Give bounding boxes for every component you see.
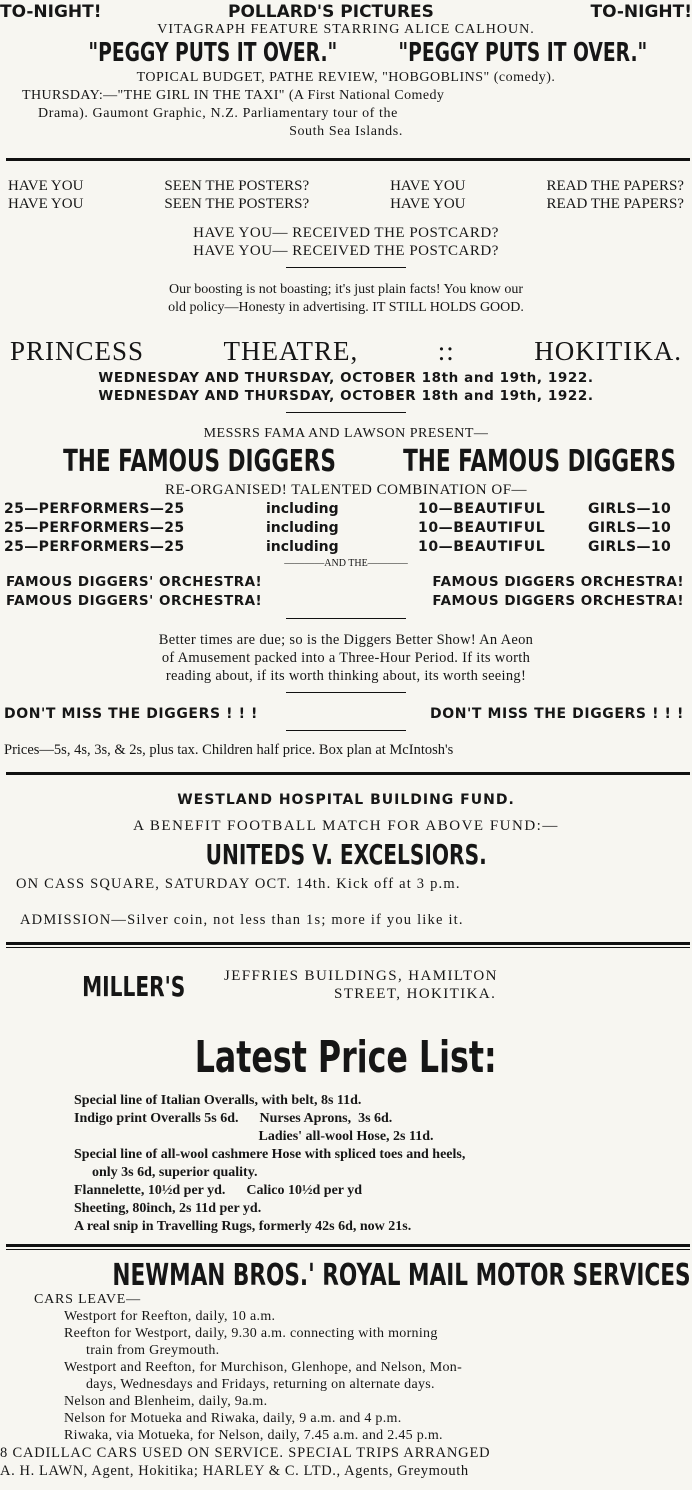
perf-row-2-c: 10—BEAUTIFUL	[418, 520, 546, 536]
posters-b-1: HAVE YOU	[8, 196, 84, 212]
diggers-heading-right: THE FAMOUS DIGGERS	[403, 444, 676, 479]
westland-hospital-ad	[0, 776, 692, 941]
miss-right: DON'T MISS THE DIGGERS ! ! !	[429, 706, 684, 722]
footer-line-2: A. H. LAWN, Agent, Hokitika; HARLEY & C. LTD., Agents, Greymouth	[0, 1463, 469, 1479]
perf-row-3-a: 25—PERFORMERS—25	[4, 539, 185, 555]
route-4: Westport and Reefton, for Murchison, Glenhope, and Nelson, Mon-	[64, 1360, 463, 1375]
route-1: Westport for Reefton, daily, 10 a.m.	[64, 1309, 276, 1324]
price-item-7: Sheeting, 80inch, 2s 11d per yd.	[74, 1201, 262, 1216]
dates-line-1: WEDNESDAY AND THURSDAY, OCTOBER 18th and 19th, 1922.	[98, 370, 594, 386]
perf-row-1-a: 25—PERFORMERS—25	[4, 501, 185, 517]
orch-1-left: FAMOUS DIGGERS' ORCHESTRA!	[6, 574, 263, 590]
perf-row-2-d: GIRLS—10	[588, 520, 672, 536]
price-item-6: Flannelette, 10½d per yd. Calico 10½d per yd	[74, 1183, 363, 1198]
reorganised-line: RE-ORGANISED! TALENTED COMBINATION OF—	[164, 482, 528, 498]
route-8: Riwaka, via Motueka, for Nelson, daily, 7.45 a.m. and 2.45 p.m.	[64, 1428, 443, 1443]
pollards-title: POLLARD'S PICTURES	[228, 2, 434, 22]
short-rule	[286, 412, 406, 413]
perf-row-3-c: 10—BEAUTIFUL	[418, 539, 546, 555]
section-divider-thin	[6, 947, 690, 948]
thursday-line-2: Drama). Gaumont Graphic, N.Z. Parliamentary tour of the	[38, 106, 398, 121]
orch-2-right: FAMOUS DIGGERS ORCHESTRA!	[432, 593, 684, 609]
price-item-3: Ladies' all-wool Hose, 2s 11d.	[258, 1129, 434, 1144]
price-item-5: only 3s 6d, superior quality.	[92, 1165, 258, 1180]
newman-bros-ad	[0, 1252, 692, 1490]
perf-row-1-c: 10—BEAUTIFUL	[418, 501, 546, 517]
thursday-line-1: THURSDAY:—"THE GIRL IN THE TAXI" (A First National Comedy	[22, 88, 445, 103]
millers-ad	[0, 950, 692, 1244]
section-divider	[6, 772, 690, 775]
perf-row-3-b: including	[266, 539, 339, 555]
footer-line-1: 8 CADILLAC CARS USED ON SERVICE. SPECIAL TRIPS ARRANGED	[0, 1445, 491, 1461]
cars-leave: CARS LEAVE—	[34, 1292, 141, 1307]
millers-name: MILLER'S	[82, 970, 186, 1003]
pollards-ad	[0, 0, 692, 160]
section-divider	[6, 1244, 690, 1247]
better-line-2: of Amusement packed into a Three-Hour Period. If its worth	[161, 650, 531, 666]
and-the-line: ————AND THE————	[284, 558, 408, 569]
route-3: train from Greymouth.	[86, 1343, 220, 1358]
boost-line-1: Our boosting is not boasting; it's just plain facts! You know our	[168, 282, 524, 297]
admission-line: ADMISSION—Silver coin, not less than 1s; more if you like it.	[20, 912, 464, 928]
short-rule	[286, 692, 406, 693]
tonight-left: TO-NIGHT!	[0, 2, 102, 22]
better-line-1: Better times are due; so is the Diggers Better Show! An Aeon	[158, 632, 534, 648]
posters-a-4: READ THE PAPERS?	[546, 178, 684, 194]
section-divider-thin	[6, 1249, 690, 1250]
price-list-heading: Latest Price List:	[195, 1032, 497, 1083]
millers-address-2: STREET, HOKITIKA.	[334, 986, 497, 1002]
route-2: Reefton for Westport, daily, 9.30 a.m. connecting with morning	[64, 1326, 438, 1341]
miss-left: DON'T MISS THE DIGGERS ! ! !	[4, 706, 259, 722]
short-rule	[286, 730, 406, 731]
orch-1-right: FAMOUS DIGGERS ORCHESTRA!	[432, 574, 684, 590]
diggers-heading-left: THE FAMOUS DIGGERS	[63, 444, 336, 479]
price-item-4: Special line of all-wool cashmere Hose with spliced toes and heels,	[74, 1147, 466, 1162]
theatre-word-4: HOKITIKA.	[534, 336, 682, 366]
theatre-word-2: THEATRE,	[223, 336, 359, 366]
section-divider	[6, 942, 690, 945]
where-line: ON CASS SQUARE, SATURDAY OCT. 14th. Kick off at 3 p.m.	[16, 876, 461, 892]
posters-b-2: SEEN THE POSTERS?	[164, 196, 310, 212]
posters-b-4: READ THE PAPERS?	[546, 196, 684, 212]
better-line-3: reading about, if its worth thinking about, its worth seeing!	[165, 668, 527, 684]
thursday-line-3: South Sea Islands.	[289, 124, 403, 139]
posters-b-3: HAVE YOU	[390, 196, 466, 212]
short-rule	[286, 267, 406, 268]
route-7: Nelson for Motueka and Riwaka, daily, 9 a.m. and 4 p.m.	[64, 1411, 402, 1426]
price-item-8: A real snip in Travelling Rugs, formerly 42s 6d, now 21s.	[74, 1219, 412, 1234]
route-6: Nelson and Blenheim, daily, 9a.m.	[64, 1394, 268, 1409]
newman-title: NEWMAN BROS.' ROYAL MAIL MOTOR SERVICES	[112, 1258, 691, 1293]
perf-row-2-a: 25—PERFORMERS—25	[4, 520, 185, 536]
dates-line-2: WEDNESDAY AND THURSDAY, OCTOBER 18th and 19th, 1922.	[98, 388, 594, 404]
tonight-right: TO-NIGHT!	[590, 2, 692, 22]
perf-row-3-d: GIRLS—10	[588, 539, 672, 555]
support-line: TOPICAL BUDGET, PATHE REVIEW, "HOBGOBLINS" (comedy).	[136, 70, 556, 85]
boost-line-2: old policy—Honesty in advertising. IT STILL HOLDS GOOD.	[168, 300, 524, 315]
posters-a-2: SEEN THE POSTERS?	[164, 178, 310, 194]
short-rule	[286, 618, 406, 619]
prices-line: Prices—5s, 4s, 3s, & 2s, plus tax. Children half price. Box plan at McIntosh's	[4, 742, 454, 758]
orch-2-left: FAMOUS DIGGERS' ORCHESTRA!	[6, 593, 263, 609]
price-item-2: Indigo print Overalls 5s 6d. Nurses Aprons, 3s 6d.	[74, 1111, 393, 1126]
present-line: MESSRS FAMA AND LAWSON PRESENT—	[203, 426, 489, 441]
theatre-word-3: ::	[437, 336, 455, 366]
postcard-line-1: HAVE YOU— RECEIVED THE POSTCARD?	[193, 225, 499, 241]
postcard-line-2: HAVE YOU— RECEIVED THE POSTCARD?	[193, 243, 499, 259]
match-heading: UNITEDS V. EXCELSIORS.	[205, 838, 487, 871]
perf-row-1-d: GIRLS—10	[588, 501, 672, 517]
posters-a-1: HAVE YOU	[8, 178, 84, 194]
princess-theatre-ad	[0, 160, 692, 775]
millers-address-1: JEFFRIES BUILDINGS, HAMILTON	[224, 968, 498, 984]
film-title-right: "PEGGY PUTS IT OVER."	[398, 38, 648, 68]
route-5: days, Wednesdays and Fridays, returning on alternate days.	[86, 1377, 435, 1392]
perf-row-2-b: including	[266, 520, 339, 536]
feature-line: VITAGRAPH FEATURE STARRING ALICE CALHOUN.	[157, 22, 535, 37]
theatre-word-1: PRINCESS	[10, 336, 145, 366]
westland-title: WESTLAND HOSPITAL BUILDING FUND.	[177, 792, 515, 808]
benefit-line: A BENEFIT FOOTBALL MATCH FOR ABOVE FUND:—	[133, 818, 559, 834]
price-item-1: Special line of Italian Overalls, with belt, 8s 11d.	[74, 1093, 362, 1108]
perf-row-1-b: including	[266, 501, 339, 517]
posters-a-3: HAVE YOU	[390, 178, 466, 194]
film-title-left: "PEGGY PUTS IT OVER."	[88, 38, 338, 68]
